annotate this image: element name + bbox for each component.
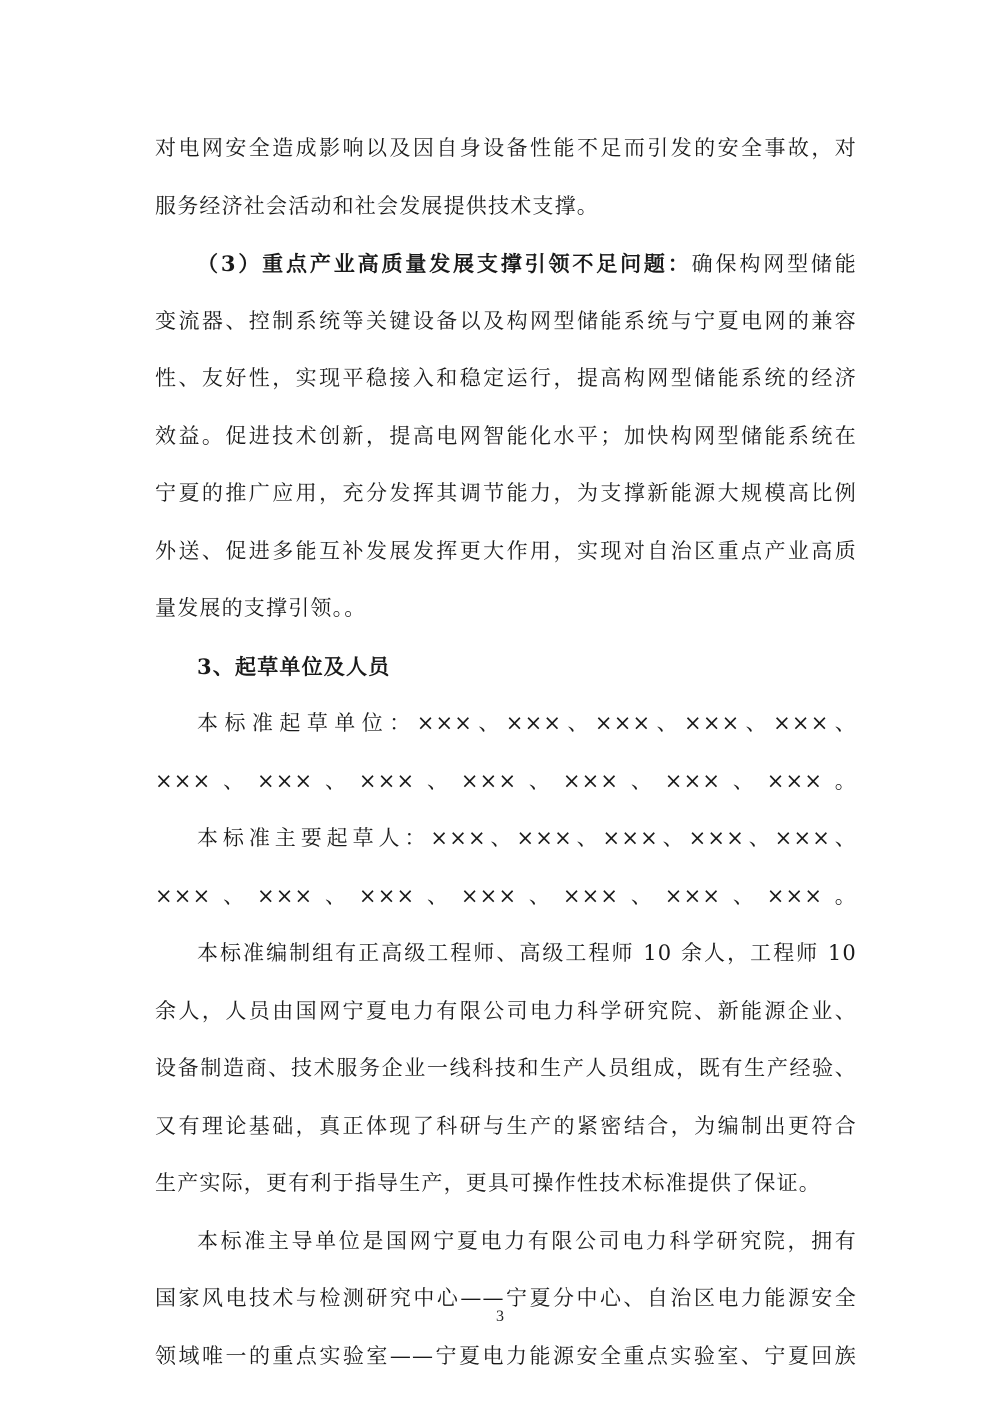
text-line: 服务经济社会活动和社会发展提供技术支撑。: [155, 193, 599, 218]
text-line: 效益。促进技术创新，提高电网智能化水平；加快构网型储能系统在: [155, 423, 857, 448]
text-line: 性、友好性，实现平稳接入和稳定运行，提高构网型储能系统的经济: [155, 366, 857, 390]
paragraph-lead-unit: [155, 1213, 857, 1386]
document-body: [155, 120, 857, 1385]
text-line: 对电网安全造成影响以及因自身设备性能不足而引发的安全事故，对: [155, 136, 857, 160]
text-run: 确保构网型储能: [691, 252, 857, 276]
paragraph-continuation: [155, 120, 857, 235]
paragraph-lead-heading: （3）重点产业高质量发展支撑引领不足问题：: [197, 251, 692, 276]
text-line: 本标准起草单位：×××、×××、×××、×××、×××、: [197, 711, 857, 735]
text-line: 领域唯一的重点实验室——宁夏电力能源安全重点实验室、宁夏回族: [155, 1343, 857, 1368]
text-line: 外送、促进多能互补发展发挥更大作用，实现对自治区重点产业高质: [155, 538, 857, 563]
paragraph-team-composition: [155, 925, 857, 1213]
text-line: 又有理论基础，真正体现了科研与生产的紧密结合，为编制出更符合: [155, 1113, 857, 1138]
text-line: 设备制造商、技术服务企业一线科技和生产人员组成，既有生产经验、: [155, 1056, 857, 1080]
text-line: [155, 235, 857, 293]
text-line: 本标准主导单位是国网宁夏电力有限公司电力科学研究院，拥有: [197, 1228, 857, 1253]
text-line: 本标准编制组有正高级工程师、高级工程师 10 余人，工程师 10: [197, 941, 857, 965]
section-heading: 3、起草单位及人员: [197, 653, 391, 679]
page-number: 3: [496, 1308, 504, 1325]
text-line: 变流器、控制系统等关键设备以及构网型储能系统与宁夏电网的兼容: [155, 308, 857, 333]
text-line: ×××、×××、×××、×××、×××、×××、×××。: [155, 768, 857, 793]
text-line: 生产实际，更有利于指导生产，更具可操作性技术标准提供了保证。: [155, 1171, 821, 1195]
text-line: 国家风电技术与检测研究中心——宁夏分中心、自治区电力能源安全: [155, 1286, 857, 1310]
text-line: 量发展的支撑引领。。: [155, 596, 367, 620]
paragraph-drafting-units: [155, 695, 857, 810]
text-line: 本标准主要起草人：×××、×××、×××、×××、×××、: [197, 826, 857, 850]
text-line: ×××、×××、×××、×××、×××、×××、×××。: [155, 883, 857, 908]
text-line: 宁夏的推广应用，充分发挥其调节能力，为支撑新能源大规模高比例: [155, 481, 857, 505]
text-line: 余人，人员由国网宁夏电力有限公司电力科学研究院、新能源企业、: [155, 998, 857, 1023]
paragraph-drafters: [155, 810, 857, 925]
paragraph-industry-support: [155, 235, 857, 638]
